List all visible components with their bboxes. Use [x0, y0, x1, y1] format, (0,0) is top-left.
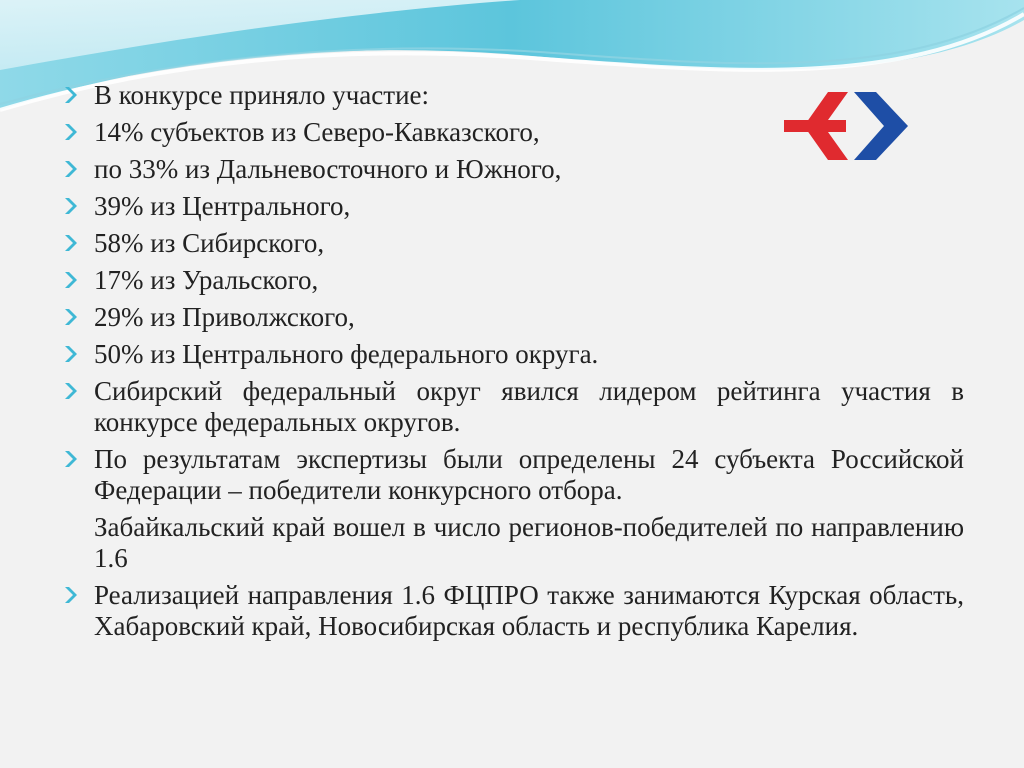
list-item: [64, 302, 964, 333]
list-item-text: По результатам экспертизы были определены 24 субъекта Российской Федерации – победители конкурсного отбора.: [94, 444, 964, 505]
arrow-bullet-icon: [64, 345, 80, 363]
list-item-text: Сибирский федеральный округ явился лидером рейтинга участия в конкурсе федеральных округов.: [94, 376, 964, 437]
arrow-bullet-icon: [64, 234, 80, 252]
list-item: [64, 117, 964, 148]
arrow-bullet-icon: [64, 160, 80, 178]
arrow-bullet-icon: [64, 123, 80, 141]
list-item-text: 39% из Центрального,: [94, 191, 351, 221]
list-item: [64, 154, 964, 185]
list-item: [64, 191, 964, 222]
slide-body: [64, 80, 964, 648]
list-item-text: 29% из Приволжского,: [94, 302, 355, 332]
arrow-bullet-icon: [64, 450, 80, 468]
list-item: [64, 228, 964, 259]
list-item-text: В конкурсе приняло участие:: [94, 80, 430, 110]
list-item: [64, 339, 964, 370]
arrow-bullet-icon: [64, 271, 80, 289]
list-item-text: 58% из Сибирского,: [94, 228, 325, 258]
list-item: [64, 512, 964, 574]
list-item-text: Реализацией направления 1.6 ФЦПРО также занимаются Курская область, Хабаровский край, Новосибирская область и республика Карелия.: [94, 580, 964, 641]
list-item-text: по 33% из Дальневосточного и Южного,: [94, 154, 562, 184]
list-item-text: 17% из Уральского,: [94, 265, 319, 295]
list-item: [64, 444, 964, 506]
arrow-bullet-icon: [64, 382, 80, 400]
list-item: [64, 80, 964, 111]
arrow-bullet-icon: [64, 197, 80, 215]
list-item-text: 50% из Центрального федерального округа.: [94, 339, 599, 369]
arrow-bullet-icon: [64, 308, 80, 326]
arrow-bullet-icon: [64, 586, 80, 604]
list-item: [64, 265, 964, 296]
list-item-text: 14% субъектов из Северо-Кавказского,: [94, 117, 540, 147]
list-item-text: Забайкальский край вошел в число регионов-победителей по направлению 1.6: [94, 512, 964, 573]
list-item: [64, 376, 964, 438]
list-item: [64, 580, 964, 642]
arrow-bullet-icon: [64, 86, 80, 104]
